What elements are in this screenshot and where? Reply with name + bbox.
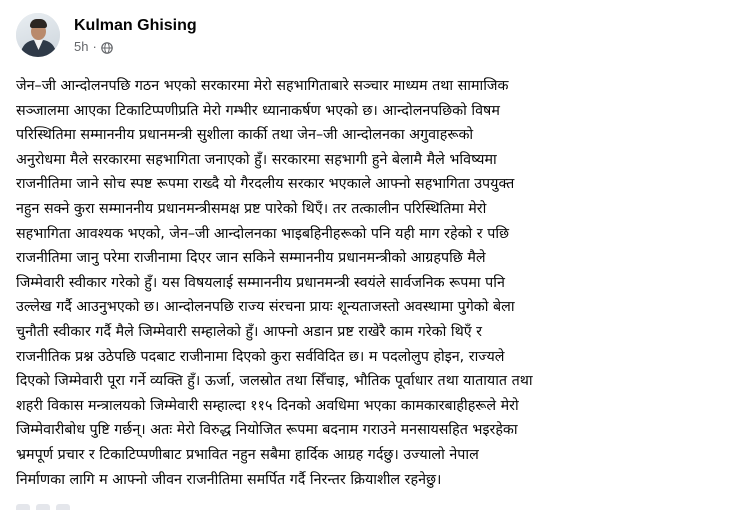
reaction-bar-peek — [16, 504, 70, 510]
post-text-line: उल्लेख गर्दै आउनुभएको छ। आन्दोलनपछि राज्य संरचना प्रायः शून्यताजस्तो अवस्थामा पुगेको बेला — [16, 299, 515, 316]
post-text-line: राजनीतिक प्रश्न उठेपछि पदबाट राजीनामा दिएको कुरा सर्वविदित छ। म पदलोलुप होइन, राज्यले — [16, 348, 505, 365]
post-text-line: जिम्मेवारीबोध पुष्टि गर्छन्। अतः मेरो विरुद्ध नियोजित रूपमा बदनाम गराउने मनसायसहित भइरहेका — [16, 422, 518, 439]
post-text-line: सञ्जालमा आएका टिकाटिप्पणीप्रति मेरो गम्भीर ध्यानाकर्षण भएको छ। आन्दोलनपछिको विषम — [16, 102, 500, 119]
author-name[interactable]: Kulman Ghising — [74, 17, 197, 34]
reaction-chip — [36, 504, 50, 510]
post-body-text — [16, 74, 719, 492]
post-timestamp[interactable]: 5h — [74, 39, 89, 54]
post-header — [16, 8, 719, 64]
post-text-line: निर्माणका लागि म आफ्नो जीवन राजनीतिमा समर्पित गर्दै निरन्तर क्रियाशील रहनेछु। — [16, 471, 442, 488]
post-text-line: नहुन सक्ने कुरा सम्माननीय प्रधानमन्त्रीसमक्ष प्रष्ट पारेको थिएँ। तर तत्कालीन परिस्थितिमा मेरो — [16, 200, 487, 217]
post-text-line: सहभागिता आवश्यक भएको, जेन–जी आन्दोलनका भाइबहिनीहरूको पनि यही माग रहेको र पछि — [16, 225, 510, 242]
post-text-line: शहरी विकास मन्त्रालयको जिम्मेवारी सम्हाल्दा ११५ दिनको अवधिमा भएका कामकारबाहीहरूले मेरो — [16, 397, 519, 414]
post-text-line: दिएको जिम्मेवारी पूरा गर्ने व्यक्ति हुँ। ऊर्जा, जलस्रोत तथा सिँचाइ, भौतिक पूर्वाधार तथा यातायात तथा — [16, 373, 533, 390]
post-text-line: चुनौती स्वीकार गर्दै मैले जिम्मेवारी सम्हालेको हुँ। आफ्नो अडान प्रष्ट राखेरै काम गरेको थिएँ र — [16, 323, 483, 340]
post-meta — [74, 16, 197, 56]
post-text-line: अनुरोधमा मैले सरकारमा सहभागिता जनाएको हुँ। सरकारमा सहभागी हुने बेलामै मैले भविष्यमा — [16, 151, 497, 168]
author-avatar[interactable] — [16, 13, 60, 57]
post-text-line: परिस्थितिमा सम्माननीय प्रधानमन्त्री सुशीला कार्की तथा जेन–जी आन्दोलनका अगुवाहरूको — [16, 127, 474, 144]
post-text-line: राजनीतिमा जाने सोच स्पष्ट रूपमा राख्दै यो गैरदलीय सरकार भएकाले आफ्नो सहभागिता उपयुक्त — [16, 176, 515, 193]
post-text-line: राजनीतिमा जानु परेमा राजीनामा दिएर जान सकिने सम्माननीय प्रधानमन्त्रीको आग्रहपछि मैले — [16, 250, 486, 267]
separator-dot: · — [92, 39, 97, 54]
globe-icon[interactable] — [101, 41, 113, 53]
post-time-row — [74, 38, 197, 56]
post-text-line: भ्रमपूर्ण प्रचार र टिकाटिप्पणीबाट प्रभावित नहुन सबैमा हार्दिक आग्रह गर्दछु। उज्यालो नेपाल — [16, 446, 479, 463]
post-text-line: जेन–जी आन्दोलनपछि गठन भएको सरकारमा मेरो सहभागिताबारे सञ्चार माध्यम तथा सामाजिक — [16, 78, 509, 94]
reaction-chip — [56, 504, 70, 510]
reaction-chip — [16, 504, 30, 510]
post-text-line: जिम्मेवारी स्वीकार गरेको हुँ। यस विषयलाई सम्माननीय प्रधानमन्त्री स्वयंले सार्वजनिक रूपमा पनि — [16, 274, 505, 291]
